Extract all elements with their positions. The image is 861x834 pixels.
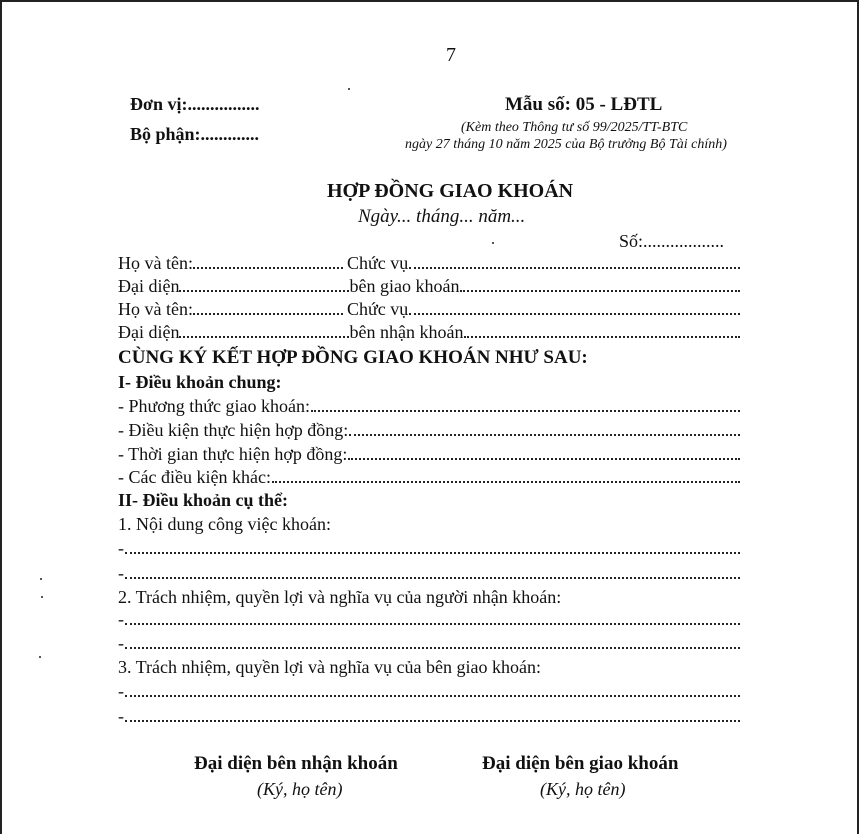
fill-dots — [349, 420, 740, 436]
blank-line — [118, 609, 740, 631]
document-number: Số:.................. — [619, 231, 725, 251]
fill-dots — [125, 609, 740, 625]
party-label: Họ và tên: — [118, 253, 193, 273]
fill-dots — [460, 276, 740, 292]
section-2-title: II- Điều khoản cụ thể: — [118, 490, 289, 510]
reference-line-1: (Kèm theo Thông tư số 99/2025/TT-BTC — [461, 120, 688, 135]
party-label: Họ và tên: — [118, 299, 193, 319]
agreement-heading: CÙNG KÝ KẾT HỢP ĐỒNG GIAO KHOÁN NHƯ SAU: — [118, 347, 588, 368]
blank-line — [118, 538, 740, 560]
fill-dots — [125, 681, 740, 697]
section-1-item — [118, 420, 740, 442]
dash: - — [118, 563, 124, 583]
section-1-title: I- Điều khoản chung: — [118, 372, 282, 392]
signature-left-note: (Ký, họ tên) — [257, 779, 343, 799]
dash: - — [118, 681, 124, 701]
blank-line — [118, 681, 740, 703]
fill-dots — [125, 563, 740, 579]
blank-line — [118, 633, 740, 655]
fill-dots — [179, 276, 349, 292]
party-label: Đại diện — [118, 322, 180, 342]
blank-line — [118, 563, 740, 585]
fill-dots — [193, 299, 343, 315]
scan-speck — [492, 242, 494, 244]
document-title: HỢP ĐỒNG GIAO KHOÁN — [327, 180, 574, 202]
item-label: - Thời gian thực hiện hợp đồng: — [118, 444, 348, 464]
scan-speck — [41, 596, 43, 598]
party-second-label: Chức vụ — [346, 299, 409, 319]
item-label: - Phương thức giao khoán: — [118, 396, 311, 416]
reference-line-2: ngày 27 tháng 10 năm 2025 của Bộ trưởng Bộ Tài chính) — [405, 137, 727, 152]
party-name-row-1 — [118, 253, 740, 275]
subsection-1-title: 1. Nội dung công việc khoán: — [118, 514, 331, 534]
party-second-label: bên giao khoán — [349, 276, 460, 296]
subsection-2-title: 2. Trách nhiệm, quyền lợi và nghĩa vụ của người nhận khoán: — [118, 587, 562, 607]
dash: - — [118, 609, 124, 629]
blank-line — [118, 706, 740, 728]
dash: - — [118, 706, 124, 726]
dash: - — [118, 633, 124, 653]
fill-dots — [193, 253, 343, 269]
fill-dots — [409, 253, 740, 269]
fill-dots — [272, 467, 740, 483]
party-rep-row-1 — [118, 276, 740, 298]
signature-right-note: (Ký, họ tên) — [540, 779, 626, 799]
department-field: Bộ phận:............. — [130, 124, 260, 144]
section-1-item — [118, 467, 740, 489]
form-code: Mẫu số: 05 - LĐTL — [505, 94, 663, 115]
item-label: - Các điều kiện khác: — [118, 467, 271, 487]
fill-dots — [179, 322, 349, 338]
section-1-item — [118, 444, 740, 466]
scan-speck — [40, 578, 42, 580]
fill-dots — [125, 633, 740, 649]
section-1-item — [118, 396, 740, 418]
party-rep-row-2 — [118, 322, 740, 344]
scan-speck — [348, 88, 350, 90]
fill-dots — [125, 706, 740, 722]
fill-dots — [409, 299, 740, 315]
page-number: 7 — [446, 44, 456, 66]
scan-speck — [39, 656, 41, 658]
unit-field: Đơn vị:................ — [130, 94, 260, 114]
signature-left-title: Đại diện bên nhận khoán — [194, 753, 398, 774]
party-second-label: Chức vụ — [346, 253, 409, 273]
item-label: - Điều kiện thực hiện hợp đồng: — [118, 420, 349, 440]
document-date: Ngày... tháng... năm... — [358, 206, 526, 227]
party-name-row-2 — [118, 299, 740, 321]
party-label: Đại diện — [118, 276, 180, 296]
dash: - — [118, 538, 124, 558]
fill-dots — [125, 538, 740, 554]
signature-right-title: Đại diện bên giao khoán — [482, 753, 679, 774]
fill-dots — [311, 396, 740, 412]
party-second-label: bên nhận khoán — [349, 322, 464, 342]
fill-dots — [348, 444, 740, 460]
fill-dots — [464, 322, 740, 338]
subsection-3-title: 3. Trách nhiệm, quyền lợi và nghĩa vụ của bên giao khoán: — [118, 657, 541, 677]
